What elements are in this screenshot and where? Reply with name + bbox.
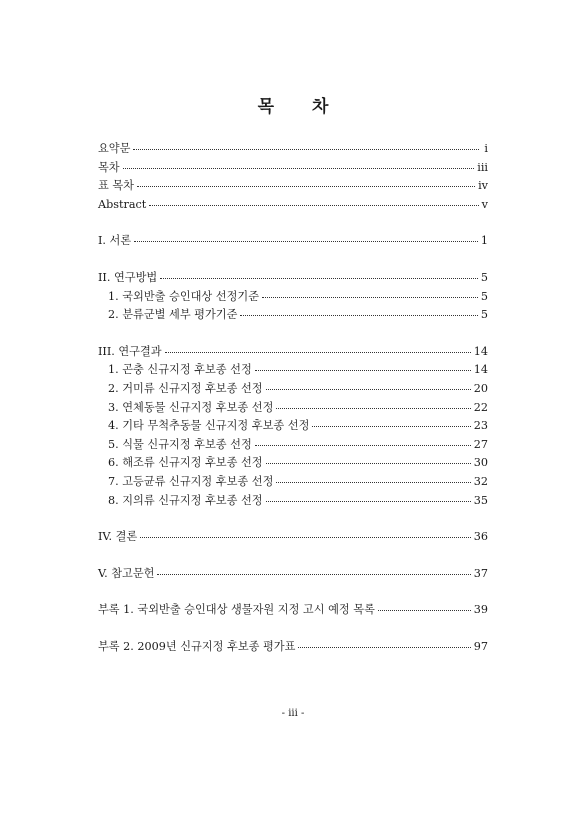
toc-entry[interactable] [98,436,488,455]
toc-entry-page: 30 [473,456,488,470]
toc-entry-page: 27 [473,437,488,451]
toc-entry[interactable] [98,380,488,399]
toc-entry-page: 97 [473,639,488,653]
toc-dot-leader [149,205,478,206]
toc-dot-leader [266,463,471,464]
toc-entry[interactable] [98,196,488,215]
toc-dot-leader [160,278,478,279]
toc-dot-leader [276,482,470,483]
toc-dot-leader [157,574,470,575]
toc-entry-page: 22 [473,400,488,414]
toc-entry-label: 5. 식물 신규지정 후보종 선정 [108,437,252,451]
toc-entry[interactable] [98,306,488,325]
toc-entry-page: 37 [473,566,488,580]
toc-entry-page: v [481,197,488,211]
toc-dot-leader [240,315,477,316]
toc-entry[interactable] [98,159,488,178]
toc-entry-page: 14 [473,344,488,358]
toc-dot-leader [165,352,471,353]
toc-entry-page: 14 [473,363,488,377]
toc-entry-label: III. 연구결과 [98,344,162,358]
toc-dot-leader [266,501,471,502]
toc-dot-leader [298,647,470,648]
toc-entry[interactable] [98,492,488,511]
toc-dot-leader [137,186,475,187]
toc-entry-label: 1. 국외반출 승인대상 선정기준 [108,289,260,303]
toc-entry-page: iv [478,179,488,193]
toc-entry-label: IV. 결론 [98,530,138,544]
toc-entry[interactable] [98,638,488,657]
toc-entry-page: 1 [480,234,488,248]
toc-entry[interactable] [98,601,488,620]
toc-entry-label: 2. 거미류 신규지정 후보종 선정 [108,381,263,395]
toc-entry-page: 5 [480,308,488,322]
toc-entry-label: 7. 고등균류 신규지정 후보종 선정 [108,474,274,488]
toc-dot-leader [140,537,470,538]
toc-entry-label: I. 서론 [98,234,132,248]
toc-entry-label: 8. 지의류 신규지정 후보종 선정 [108,493,263,507]
toc-entry-page: 23 [473,419,488,433]
toc-dot-leader [276,408,470,409]
toc-entry-label: 3. 연체동물 신규지정 후보종 선정 [108,400,274,414]
toc-entry[interactable] [98,140,488,159]
toc-entry-page: 5 [480,289,488,303]
toc-dot-leader [133,149,479,150]
toc-entry-page: 32 [473,474,488,488]
toc-entry-label: 1. 곤충 신규지정 후보종 선정 [108,363,252,377]
toc-entry[interactable] [98,528,488,547]
toc-entry-label: 2. 분류군별 세부 평가기준 [108,308,238,322]
toc-dot-leader [123,168,475,169]
toc-entry-label: 표 목차 [98,179,134,193]
toc-entry-page: i [484,142,488,155]
toc-entry[interactable] [98,177,488,196]
toc-entry[interactable] [98,399,488,418]
toc-dot-leader [312,426,470,427]
toc-entry-label: 목차 [98,160,120,174]
toc-dot-leader [378,610,471,611]
toc-entry[interactable] [98,473,488,492]
toc-entry-page: 20 [473,381,488,395]
table-of-contents [98,140,488,656]
toc-entry-label: 요약문 [98,142,131,155]
toc-entry-label: 4. 기타 무척추동물 신규지정 후보종 선정 [108,419,310,433]
toc-entry-page: 36 [473,530,488,544]
toc-entry-label: 부록 1. 국외반출 승인대상 생물자원 지정 고시 예정 목록 [98,603,375,617]
toc-entry[interactable] [98,565,488,584]
toc-entry[interactable] [98,454,488,473]
toc-entry[interactable] [98,232,488,251]
toc-dot-leader [262,297,478,298]
toc-dot-leader [255,445,471,446]
toc-entry-label: II. 연구방법 [98,270,158,284]
toc-entry[interactable] [98,269,488,288]
toc-entry-page: iii [477,160,488,174]
toc-entry[interactable] [98,288,488,307]
toc-entry[interactable] [98,417,488,436]
toc-dot-leader [266,389,471,390]
toc-entry-page: 35 [473,493,488,507]
toc-entry[interactable] [98,343,488,362]
toc-entry[interactable] [98,361,488,380]
toc-dot-leader [134,241,478,242]
toc-entry-label: V. 참고문헌 [98,566,155,580]
page-title: 목 차 [257,97,345,117]
toc-entry-label: 6. 해조류 신규지정 후보종 선정 [108,456,263,470]
page-number: - iii - [281,708,305,719]
toc-entry-label: Abstract [98,197,147,211]
toc-entry-label: 부록 2. 2009년 신규지정 후보종 평가표 [98,639,296,653]
toc-dot-leader [255,370,471,371]
toc-entry-page: 5 [480,270,488,284]
toc-entry-page: 39 [473,603,488,617]
